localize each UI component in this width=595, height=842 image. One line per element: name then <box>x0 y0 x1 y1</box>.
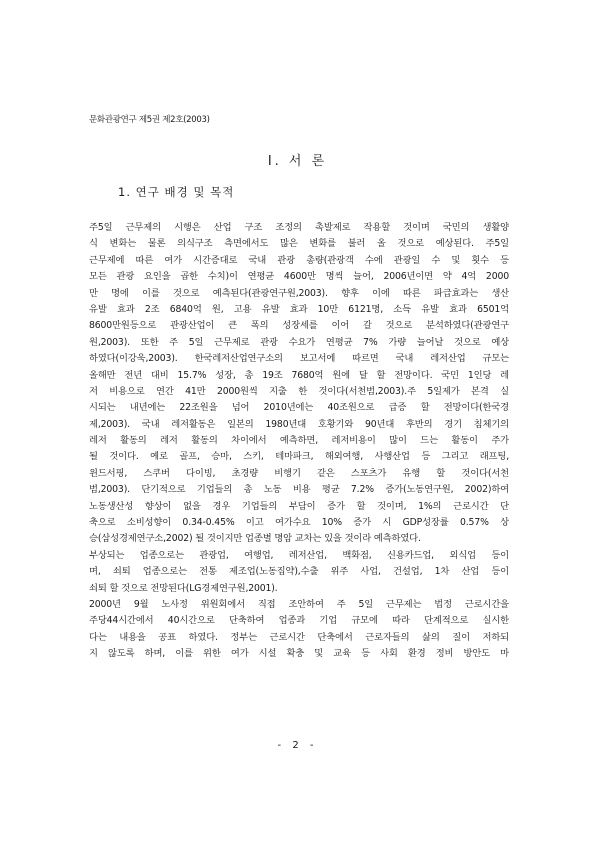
body-line: 쇠퇴 할 것으로 전망된다(LG경제연구원,2001). <box>89 582 278 594</box>
body-line: 유발 효과 2조 6840억 원, 고용 유발 효과 10만 6121명, 소득 유발 효과 6501억 <box>89 303 509 315</box>
body-line: 범,2003). 단기적으로 기업들의 총 노동 비용 평균 7.2% 증가(노동연구원, 2002)하여 <box>89 484 509 496</box>
body-line: 노동생산성 향상이 없을 경우 기업들의 부담이 증가 할 것이며, 1%의 근로시간 단 <box>89 500 509 512</box>
body-line: 주당44시간에서 40시간으로 단축하여 업종과 기업 규모에 따라 단계적으로 실시한 <box>89 615 509 627</box>
body-line: 원,2003). 또한 주 5일 근무제로 관광 수요가 연평균 7% 가량 늘어날 것으로 예상 <box>89 336 509 348</box>
body-line: 주5일 근무제의 시행은 산업 구조 조정의 촉발제로 작용할 것이며 국민의 생활양 <box>89 222 509 233</box>
body-line: 며, 쇠퇴 업종으로는 전통 제조업(노동집약),수출 위주 사업, 건설업, 1차 산업 등이 <box>89 566 509 578</box>
body-line: 축으로 소비성향이 0.34-0.45% 이고 여가수요 10% 증가 시 GDP성장률 0.57% 상 <box>89 517 509 529</box>
body-line: 제,2003). 국내 레저활동은 일본의 1980년대 호황기와 90년대 후반의 경기 침체기의 <box>89 418 509 430</box>
body-line: 2000년 9월 노사정 위원회에서 직접 조안하여 주 5일 근무제는 법정 근로시간을 <box>89 598 509 610</box>
body-line: 될 것이다. 예로 골프, 승마, 스키, 테마파크, 해외여행, 사행산업 등 그리고 래프팅, <box>89 451 509 463</box>
body-text <box>89 220 509 663</box>
body-line: 만 명에 이를 것으로 예측된다(관광연구원,2003). 향후 이에 따른 파급효과는 생산 <box>89 287 509 299</box>
body-line: 시되는 내년에는 22조원을 넘어 2010년에는 40조원으로 급증 할 전망이다(한국경 <box>89 402 509 414</box>
chapter-title: Ⅰ. 서 론 <box>267 154 328 169</box>
body-line: 식 변화는 물론 의식구조 측면에서도 많은 변화를 불러 올 것으로 예상된다. 주5일 <box>89 238 509 250</box>
body-line: 다는 내용을 공표 하였다. 정부는 근로시간 단축에서 근로자들의 삶의 질이 저하되 <box>89 631 509 643</box>
section-title: 1. 연구 배경 및 목적 <box>118 185 235 199</box>
body-line: 모든 관광 요인을 곱한 수치)이 연평균 4600만 명씩 늘어, 2006년이면 약 4억 2000 <box>89 271 509 283</box>
body-line: 8600만원등으로 관광산업이 큰 폭의 성장세를 이어 갈 것으로 분석하였다(관광연구 <box>89 320 509 332</box>
body-line: 올해만 전년 대비 15.7% 성장, 총 19조 7680억 원에 달 할 전망이다. 국민 1인당 레 <box>89 369 509 381</box>
body-line: 승(삼성경제연구소,2002) 될 것이지만 업종별 명암 교차는 있을 것이라 예측하였다. <box>89 533 421 545</box>
body-line: 근무제에 따른 여가 시간증대로 국내 관광 총량(관광객 수에 관광일 수 및 횟수 등 <box>89 254 509 266</box>
running-header: 문화관광연구 제5권 제2호(2003) <box>89 115 210 125</box>
body-line: 윈드서핑, 스쿠버 다이빙, 초경량 비행기 같은 스포츠가 유행 할 것이다(서천 <box>89 467 509 479</box>
body-line: 하였다(이강욱,2003). 한국레저산업연구소의 보고서에 따르면 국내 레저산업 규모는 <box>89 353 509 365</box>
body-line: 저 비용으로 연간 41만 2000원씩 지출 한 것이다(서천범,2003).주 5일제가 본격 실 <box>89 385 509 397</box>
body-line: 지 않도록 하며, 이를 위한 여가 시설 확충 및 교육 등 사회 환경 정비 방안도 마 <box>89 648 509 660</box>
page-number: - 2 - <box>277 740 318 751</box>
body-line: 레저 활동의 레저 활동의 차이에서 예측하면, 레저비용이 많이 드는 활동이 주가 <box>89 435 509 447</box>
body-line: 부상되는 업종으로는 관광업, 여행업, 레저산업, 백화점, 신용카드업, 외식업 등이 <box>89 549 509 561</box>
